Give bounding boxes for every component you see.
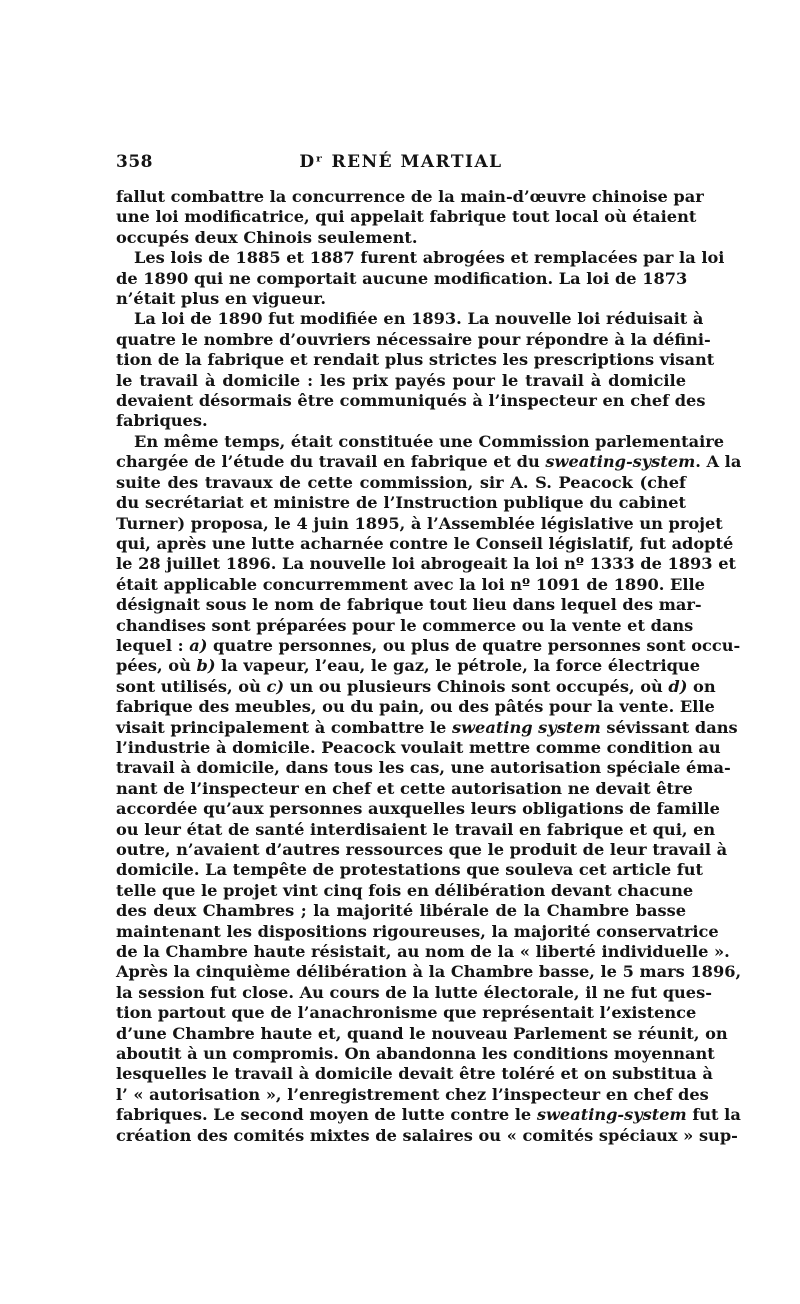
text-line: du secrétariat et ministre de l’Instruction publique du cabinet [116, 493, 686, 513]
text-line: le 28 juillet 1896. La nouvelle loi abrogeait la loi nº 1333 de 1893 et [116, 554, 736, 574]
running-head-author: Dʳ RENÉ MARTIAL [299, 152, 503, 172]
text-line: lesquelles le travail à domicile devait être toléré et on substitua à [116, 1064, 713, 1084]
text-line: Turner) proposa, le 4 juin 1895, à l’Assemblée législative un projet [116, 513, 723, 533]
paragraph [116, 309, 715, 431]
paragraph [116, 248, 725, 309]
text-line: suite des travaux de cette commission, sir A. S. Peacock (chef [116, 472, 686, 492]
text-line: tion partout que de l’anachronisme que représentait l’existence [116, 1003, 697, 1023]
text-line: sont utilisés, où c) un ou plusieurs Chinois sont occupés, où d) on [116, 676, 716, 696]
text-line: quatre le nombre d’ouvriers nécessaire pour répondre à la défini- [116, 329, 711, 349]
paragraph [116, 431, 742, 1146]
text-line: de la Chambre haute résistait, au nom de la « liberté individuelle ». [116, 942, 730, 962]
text-line: l’industrie à domicile. Peacock voulait mettre comme condition au [116, 737, 721, 757]
text-line: La loi de 1890 fut modifiée en 1893. La nouvelle loi réduisait à [134, 309, 704, 329]
paragraph [116, 187, 704, 248]
text-line: fallut combattre la concurrence de la main-d’œuvre chinoise par [116, 187, 704, 206]
text-line: fabrique des meubles, ou du pain, ou des pâtés pour la vente. Elle [116, 697, 715, 717]
text-line: fabriques. Le second moyen de lutte contre le sweating-system fut la [116, 1105, 741, 1125]
text-line: accordée qu’aux personnes auxquelles leurs obligations de famille [116, 799, 720, 819]
text-line: une loi modificatrice, qui appelait fabrique tout local où étaient [116, 207, 697, 227]
text-line: la session fut close. Au cours de la lutte électorale, il ne fut ques- [116, 982, 712, 1002]
text-line: l’ « autorisation », l’enregistrement chez l’inspecteur en chef des [116, 1084, 709, 1104]
text-line: maintenant les dispositions rigoureuses, la majorité conservatrice [116, 921, 719, 941]
running-head [116, 152, 686, 178]
text-line: chargée de l’étude du travail en fabrique et du sweating-system. A la [116, 452, 742, 472]
text-line: qui, après une lutte acharnée contre le Conseil législatif, fut adopté [116, 533, 734, 553]
text-line: n’était plus en vigueur. [116, 289, 327, 309]
text-line: occupés deux Chinois seulement. [116, 227, 418, 247]
text-line: Après la cinquième délibération à la Chambre basse, le 5 mars 1896, [116, 962, 742, 982]
text-line: pées, où b) la vapeur, l’eau, le gaz, le pétrole, la force électrique [116, 656, 701, 676]
text-line: désignait sous le nom de fabrique tout lieu dans lequel des mar- [116, 595, 702, 615]
text-line: était applicable concurremment avec la loi nº 1091 de 1890. Elle [116, 574, 705, 594]
text-line: fabriques. [116, 411, 208, 431]
text-line: telle que le projet vint cinq fois en délibération devant chacune [116, 880, 694, 900]
text-line: En même temps, était constituée une Commission parlementaire [134, 431, 725, 451]
text-line: d’une Chambre haute et, quand le nouveau Parlement se réunit, on [116, 1023, 728, 1043]
text-line: devaient désormais être communiqués à l’inspecteur en chef des [116, 391, 706, 411]
text-line: Les lois de 1885 et 1887 furent abrogées et remplacées par la loi [134, 248, 725, 268]
text-line: le travail à domicile : les prix payés pour le travail à domicile [116, 370, 686, 390]
text-line: lequel : a) quatre personnes, ou plus de quatre personnes sont occu- [116, 635, 741, 655]
text-line: aboutit à un compromis. On abandonna les conditions moyennant [116, 1044, 715, 1064]
text-line: des deux Chambres ; la majorité libérale de la Chambre basse [116, 901, 686, 921]
text-line: travail à domicile, dans tous les cas, une autorisation spéciale éma- [116, 758, 731, 778]
text-line: visait principalement à combattre le sweating system sévissant dans [116, 717, 738, 737]
text-line: nant de l’inspecteur en chef et cette autorisation ne devait être [116, 778, 693, 798]
body-text [116, 187, 742, 1146]
text-line: domicile. La tempête de protestations que souleva cet article fut [116, 860, 703, 880]
text-line: tion de la fabrique et rendait plus strictes les prescriptions visant [116, 350, 715, 370]
page-number: 358 [116, 152, 153, 172]
text-line: création des comités mixtes de salaires ou « comités spéciaux » sup- [116, 1125, 738, 1145]
text-line: de 1890 qui ne comportait aucune modification. La loi de 1873 [116, 268, 688, 288]
text-line: ou leur état de santé interdisaient le travail en fabrique et qui, en [116, 819, 716, 839]
text-line: outre, n’avaient d’autres ressources que le produit de leur travail à [116, 840, 728, 859]
text-line: chandises sont préparées pour le commerce ou la vente et dans [116, 615, 694, 635]
